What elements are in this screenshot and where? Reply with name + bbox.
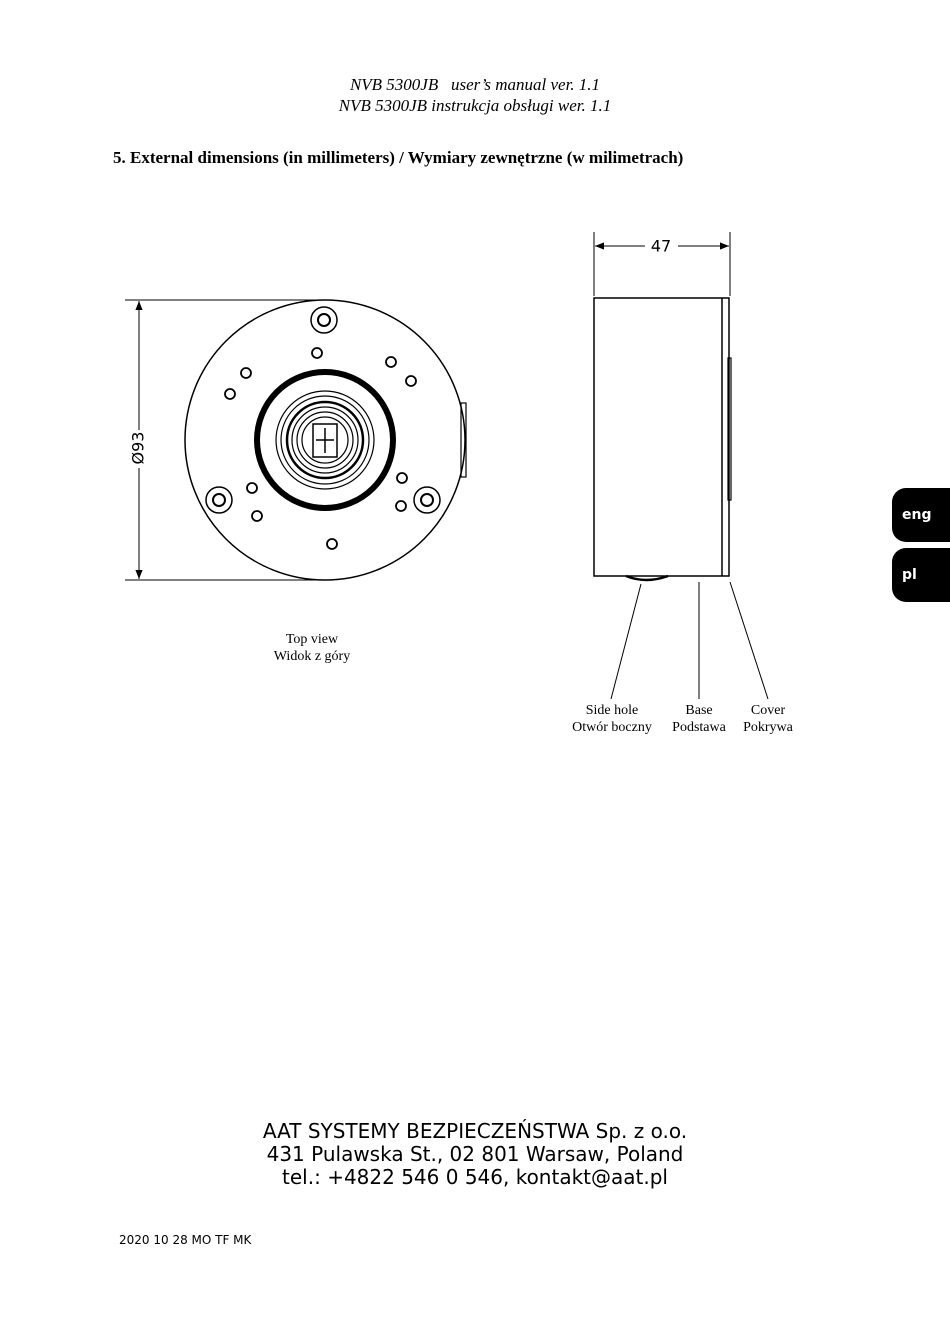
footer-contact: tel.: +4822 546 0 546, kontakt@aat.pl <box>282 1165 668 1189</box>
top-view-caption-en: Top view <box>285 632 339 647</box>
side-body <box>594 298 729 576</box>
header-manual-title: user’s manual ver. 1.1 <box>450 75 601 94</box>
callout-cover-pl: Pokrywa <box>743 720 793 735</box>
header-model: NVB 5300JB <box>349 75 439 94</box>
callout-cover <box>730 702 806 736</box>
company-footer <box>0 1120 950 1189</box>
callout-base <box>660 702 738 736</box>
callout-side-hole-pl: Otwór boczny <box>572 720 652 735</box>
document-code: 2020 10 28 MO TF MK <box>119 1233 252 1247</box>
top-view-drawing <box>185 300 466 580</box>
footer-company: AAT SYSTEMY BEZPIECZEŃSTWA Sp. z o.o. <box>262 1119 688 1143</box>
diameter-label: Ø93 <box>128 431 148 465</box>
footer-address: 431 Pulawska St., 02 801 Warsaw, Poland <box>266 1142 684 1166</box>
callout-base-en: Base <box>685 703 713 718</box>
mounting-holes-small <box>225 348 416 549</box>
width-label: 47 <box>650 236 672 256</box>
callout-cover-en: Cover <box>750 703 786 718</box>
callout-base-pl: Podstawa <box>672 720 726 735</box>
top-view-caption <box>242 631 382 665</box>
callout-side-hole <box>556 702 668 736</box>
language-tab-pl[interactable]: pl <box>892 548 950 602</box>
header-line-2: NVB 5300JB instrukcja obsługi wer. 1.1 <box>338 96 612 115</box>
top-view-caption-pl: Widok z góry <box>273 649 351 664</box>
leader-side-hole <box>611 584 641 699</box>
side-view-drawing <box>594 298 731 580</box>
section-title: 5. External dimensions (in millimeters) / Wymiary zewnętrzne (w milimetrach) <box>113 148 684 167</box>
language-tab-eng[interactable]: eng <box>892 488 950 542</box>
leader-lines <box>611 582 768 699</box>
leader-cover <box>730 582 768 699</box>
callout-side-hole-en: Side hole <box>585 703 639 718</box>
